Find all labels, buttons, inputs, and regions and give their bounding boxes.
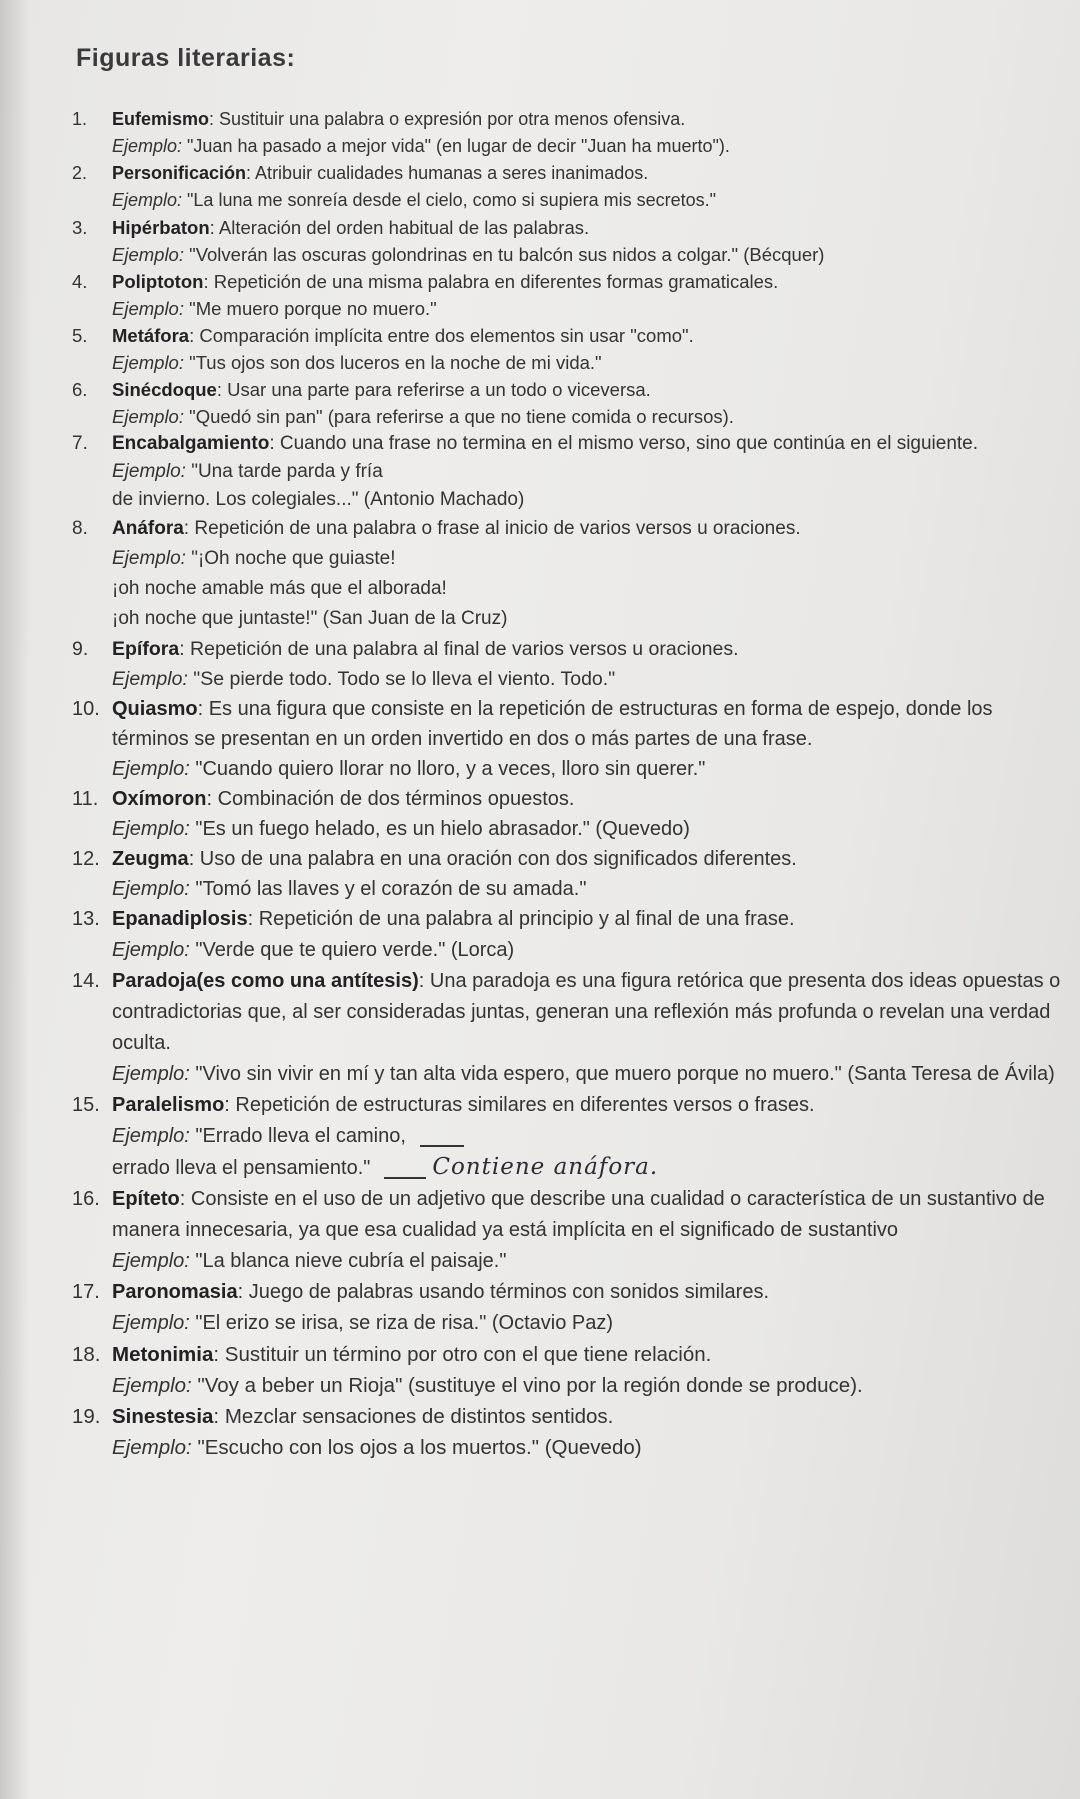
definition-text: : Repetición de una palabra al principio y al final de una frase. xyxy=(247,908,795,930)
figure-term: Sinécdoque xyxy=(112,379,217,400)
example xyxy=(112,349,1072,376)
definition xyxy=(112,1343,711,1366)
definition xyxy=(112,848,797,870)
figure-term: Metonimia xyxy=(112,1343,214,1366)
item-number: 15. xyxy=(72,1094,100,1116)
example xyxy=(112,1059,1072,1090)
example-text: "Me muero porque no muero." xyxy=(183,298,437,319)
list-item xyxy=(0,1401,1080,1463)
example-text: "Se pierde todo. Todo se lo lleva el viento. Todo." xyxy=(187,668,616,690)
definition-text: : Comparación implícita entre dos elementos sin usar "como". xyxy=(189,325,694,346)
definition-text: : Combinación de dos términos opuestos. xyxy=(206,788,575,810)
example-label: Ejemplo: xyxy=(112,190,183,210)
definition xyxy=(112,271,778,292)
example-line xyxy=(112,241,1072,268)
example-text: "Tomó las llaves y el corazón de su amada." xyxy=(189,878,587,900)
list-item xyxy=(0,966,1080,1090)
example-text: "Verde que te quiero verde." (Lorca) xyxy=(189,939,515,961)
example-label: Ejemplo: xyxy=(112,298,184,319)
definition xyxy=(112,908,795,930)
example xyxy=(112,664,1072,694)
example-text: errado lleva el pensamiento." xyxy=(112,1157,371,1179)
list-item xyxy=(0,430,1080,514)
example-line xyxy=(112,458,1072,486)
definition-text: : Sustituir una palabra o expresión por otra menos ofensiva. xyxy=(209,109,686,129)
example-line xyxy=(112,295,1072,322)
example-text: ¡oh noche que juntaste!" (San Juan de la Cruz) xyxy=(112,608,508,629)
example-label: Ejemplo: xyxy=(112,818,190,840)
definition xyxy=(112,379,651,400)
example-text: "La blanca nieve cubría el paisaje." xyxy=(189,1250,507,1272)
definition xyxy=(112,970,1060,1054)
example xyxy=(112,187,1072,214)
example-text: "El erizo se irisa, se riza de risa." (Octavio Paz) xyxy=(189,1312,614,1334)
item-number: 8. xyxy=(72,518,88,539)
item-number: 16. xyxy=(72,1188,100,1210)
figure-term: Metáfora xyxy=(112,325,190,346)
definition-text: : Es una figura que consiste en la repetición de estructuras en forma de espejo, donde los términos se presentan en un orden invertido en dos o más partes de una frase. xyxy=(112,698,993,750)
example-text: "¡Oh noche que guiaste! xyxy=(185,548,396,569)
item-number: 11. xyxy=(72,788,99,810)
figure-term: Anáfora xyxy=(112,518,184,539)
definition-text: : Repetición de una palabra al final de varios versos u oraciones. xyxy=(179,638,739,660)
item-number: 17. xyxy=(72,1281,100,1303)
example xyxy=(112,1121,1072,1184)
example-label: Ejemplo: xyxy=(112,1374,192,1397)
definition-text: : Usar una parte para referirse a un todo o viceversa. xyxy=(216,379,651,400)
example-line xyxy=(112,874,1072,904)
example-text: de invierno. Los colegiales..." (Antonio Machado) xyxy=(112,489,525,510)
definition-text: : Repetición de una palabra o frase al inicio de varios versos u oraciones. xyxy=(183,518,801,539)
example-line xyxy=(112,935,1072,966)
example-text: "Vivo sin vivir en mí y tan alta vida espero, que muero porque no muero." (Santa Teresa de Ávila) xyxy=(189,1063,1055,1085)
figure-term: Encabalgamiento xyxy=(112,433,270,454)
example xyxy=(112,1308,1072,1339)
example-line xyxy=(112,814,1072,844)
example-label: Ejemplo: xyxy=(112,1436,192,1459)
item-number: 19. xyxy=(72,1405,101,1428)
definition xyxy=(112,217,589,238)
example-line xyxy=(112,1432,1072,1463)
item-number: 5. xyxy=(72,325,88,346)
list-item xyxy=(0,1339,1080,1401)
example-line xyxy=(112,1121,1072,1152)
example-label: Ejemplo: xyxy=(112,1312,190,1334)
example-line xyxy=(112,1246,1072,1277)
example-label: Ejemplo: xyxy=(112,1125,190,1147)
item-number: 14. xyxy=(72,970,100,992)
example-label: Ejemplo: xyxy=(112,244,184,265)
handwritten-underline xyxy=(384,1177,426,1179)
definition xyxy=(112,109,685,129)
definition xyxy=(112,1281,769,1303)
example xyxy=(112,1246,1072,1277)
example-line xyxy=(112,574,1072,604)
list-item xyxy=(0,322,1080,376)
example xyxy=(112,133,1072,160)
definition xyxy=(112,638,739,660)
example-line xyxy=(112,1308,1072,1339)
example xyxy=(112,1370,1072,1401)
list-item xyxy=(0,514,1080,634)
figure-term: Epanadiplosis xyxy=(112,908,248,930)
item-number: 9. xyxy=(72,638,89,660)
definition xyxy=(112,788,574,810)
item-number: 4. xyxy=(72,271,88,292)
page-title: Figuras literarias: xyxy=(76,44,296,72)
example xyxy=(112,935,1072,966)
example-line xyxy=(112,754,1072,784)
example-text: "Es un fuego helado, es un hielo abrasador." (Quevedo) xyxy=(189,818,690,840)
definition-text: : Sustituir un término por otro con el que tiene relación. xyxy=(213,1343,712,1366)
figure-term: Paronomasia xyxy=(112,1281,238,1303)
example-line xyxy=(112,349,1072,376)
example-label: Ejemplo: xyxy=(112,1063,190,1085)
example-text: "La luna me sonreía desde el cielo, como si supiera mis secretos." xyxy=(182,190,717,210)
figure-term: Zeugma xyxy=(112,848,189,870)
figure-term: Oxímoron xyxy=(112,788,207,810)
figure-term: Personificación xyxy=(112,163,247,183)
example-text: "Voy a beber un Rioja" (sustituye el vino por la región donde se produce). xyxy=(191,1374,863,1397)
example-line xyxy=(112,664,1072,694)
definition xyxy=(112,1188,1045,1241)
figure-term: Paradoja(es como una antítesis) xyxy=(112,970,419,992)
list-item xyxy=(0,844,1080,904)
definition-text: : Una paradoja es una figura retórica que presenta dos ideas opuestas o contradictorias que, al ser consideradas juntas, generan una reflexión más profunda o revelan una verdad oculta. xyxy=(112,970,1061,1054)
figure-term: Epíteto xyxy=(112,1188,180,1210)
example-line xyxy=(112,403,1072,430)
example-text: "Tus ojos son dos luceros en la noche de mi vida." xyxy=(183,352,602,373)
item-number: 2. xyxy=(72,163,88,183)
list-item xyxy=(0,1090,1080,1184)
list-item xyxy=(0,784,1080,844)
example-label: Ejemplo: xyxy=(112,136,183,156)
item-number: 7. xyxy=(72,433,88,454)
definition-text: : Alteración del orden habitual de las palabras. xyxy=(209,217,590,238)
definition xyxy=(112,698,993,750)
example-label: Ejemplo: xyxy=(112,352,184,373)
list-item xyxy=(0,694,1080,784)
example-line xyxy=(112,1370,1072,1401)
example-line xyxy=(112,133,1072,160)
figure-term: Paralelismo xyxy=(112,1094,225,1116)
figures-list xyxy=(0,106,1080,1463)
item-number: 1. xyxy=(72,109,88,129)
item-number: 12. xyxy=(72,848,100,870)
example xyxy=(112,1432,1072,1463)
definition-text: : Mezclar sensaciones de distintos sentidos. xyxy=(213,1405,614,1428)
item-number: 13. xyxy=(72,908,100,930)
example-text: "Errado lleva el camino, xyxy=(189,1125,406,1147)
list-item xyxy=(0,160,1080,214)
figure-term: Quiasmo xyxy=(112,698,198,720)
definition-text: : Uso de una palabra en una oración con dos significados diferentes. xyxy=(188,848,797,870)
example-label: Ejemplo: xyxy=(112,548,186,569)
example-line xyxy=(112,604,1072,634)
example-line xyxy=(112,1152,1072,1184)
definition-text: : Repetición de estructuras similares en diferentes versos o frases. xyxy=(224,1094,815,1116)
example xyxy=(112,544,1072,634)
example-line xyxy=(112,1059,1072,1090)
figure-term: Hipérbaton xyxy=(112,217,210,238)
definition-text: : Juego de palabras usando términos con sonidos similares. xyxy=(237,1281,770,1303)
example-line xyxy=(112,544,1072,574)
example-label: Ejemplo: xyxy=(112,668,188,690)
item-number: 3. xyxy=(72,217,88,238)
example-line xyxy=(112,486,1072,514)
definition-text: : Consiste en el uso de un adjetivo que describe una cualidad o característica de un sustantivo de manera innecesaria, ya que esa cualidad ya está implícita en el significado de sustantivo xyxy=(112,1188,1045,1241)
example xyxy=(112,241,1072,268)
definition-text: : Repetición de una misma palabra en diferentes formas gramaticales. xyxy=(203,271,779,292)
example-text: "Volverán las oscuras golondrinas en tu balcón sus nidos a colgar." (Bécquer) xyxy=(183,244,825,265)
example-text: "Escucho con los ojos a los muertos." (Quevedo) xyxy=(191,1436,642,1459)
example xyxy=(112,295,1072,322)
list-item xyxy=(0,1277,1080,1339)
figure-term: Poliptoton xyxy=(112,271,204,292)
list-item xyxy=(0,214,1080,268)
example xyxy=(112,458,1072,514)
example xyxy=(112,814,1072,844)
figure-term: Sinestesia xyxy=(112,1405,214,1428)
example-label: Ejemplo: xyxy=(112,461,186,482)
definition xyxy=(112,1094,815,1116)
list-item xyxy=(0,634,1080,694)
handwritten-note: Contiene anáfora. xyxy=(432,1154,659,1180)
definition xyxy=(112,433,978,454)
example-text: ¡oh noche amable más que el alborada! xyxy=(112,578,447,599)
list-item xyxy=(0,376,1080,430)
figure-term: Epífora xyxy=(112,638,180,660)
definition xyxy=(112,163,648,183)
list-item xyxy=(0,106,1080,160)
example-label: Ejemplo: xyxy=(112,1250,190,1272)
definition-text: : Atribuir cualidades humanas a seres inanimados. xyxy=(246,163,649,183)
definition-text: : Cuando una frase no termina en el mismo verso, sino que continúa en el siguiente. xyxy=(269,433,979,454)
figure-term: Eufemismo xyxy=(112,109,210,129)
example-label: Ejemplo: xyxy=(112,939,190,961)
item-number: 6. xyxy=(72,379,88,400)
definition xyxy=(112,325,694,346)
example-text: "Cuando quiero llorar no lloro, y a veces, lloro sin querer." xyxy=(189,758,706,780)
example-text: "Juan ha pasado a mejor vida" (en lugar de decir "Juan ha muerto"). xyxy=(182,136,730,156)
example xyxy=(112,874,1072,904)
list-item xyxy=(0,268,1080,322)
example-label: Ejemplo: xyxy=(112,878,190,900)
example-text: "Una tarde parda y fría xyxy=(185,461,383,482)
item-number: 18. xyxy=(72,1343,101,1366)
example-line xyxy=(112,187,1072,214)
definition xyxy=(112,518,801,539)
example-label: Ejemplo: xyxy=(112,758,190,780)
example xyxy=(112,754,1072,784)
example-label: Ejemplo: xyxy=(112,406,184,427)
list-item xyxy=(0,904,1080,966)
item-number: 10. xyxy=(72,698,100,720)
handwritten-underline xyxy=(420,1145,464,1147)
example xyxy=(112,403,1072,430)
example-text: "Quedó sin pan" (para referirse a que no tiene comida o recursos). xyxy=(183,406,734,427)
definition xyxy=(112,1405,613,1428)
list-item xyxy=(0,1184,1080,1277)
